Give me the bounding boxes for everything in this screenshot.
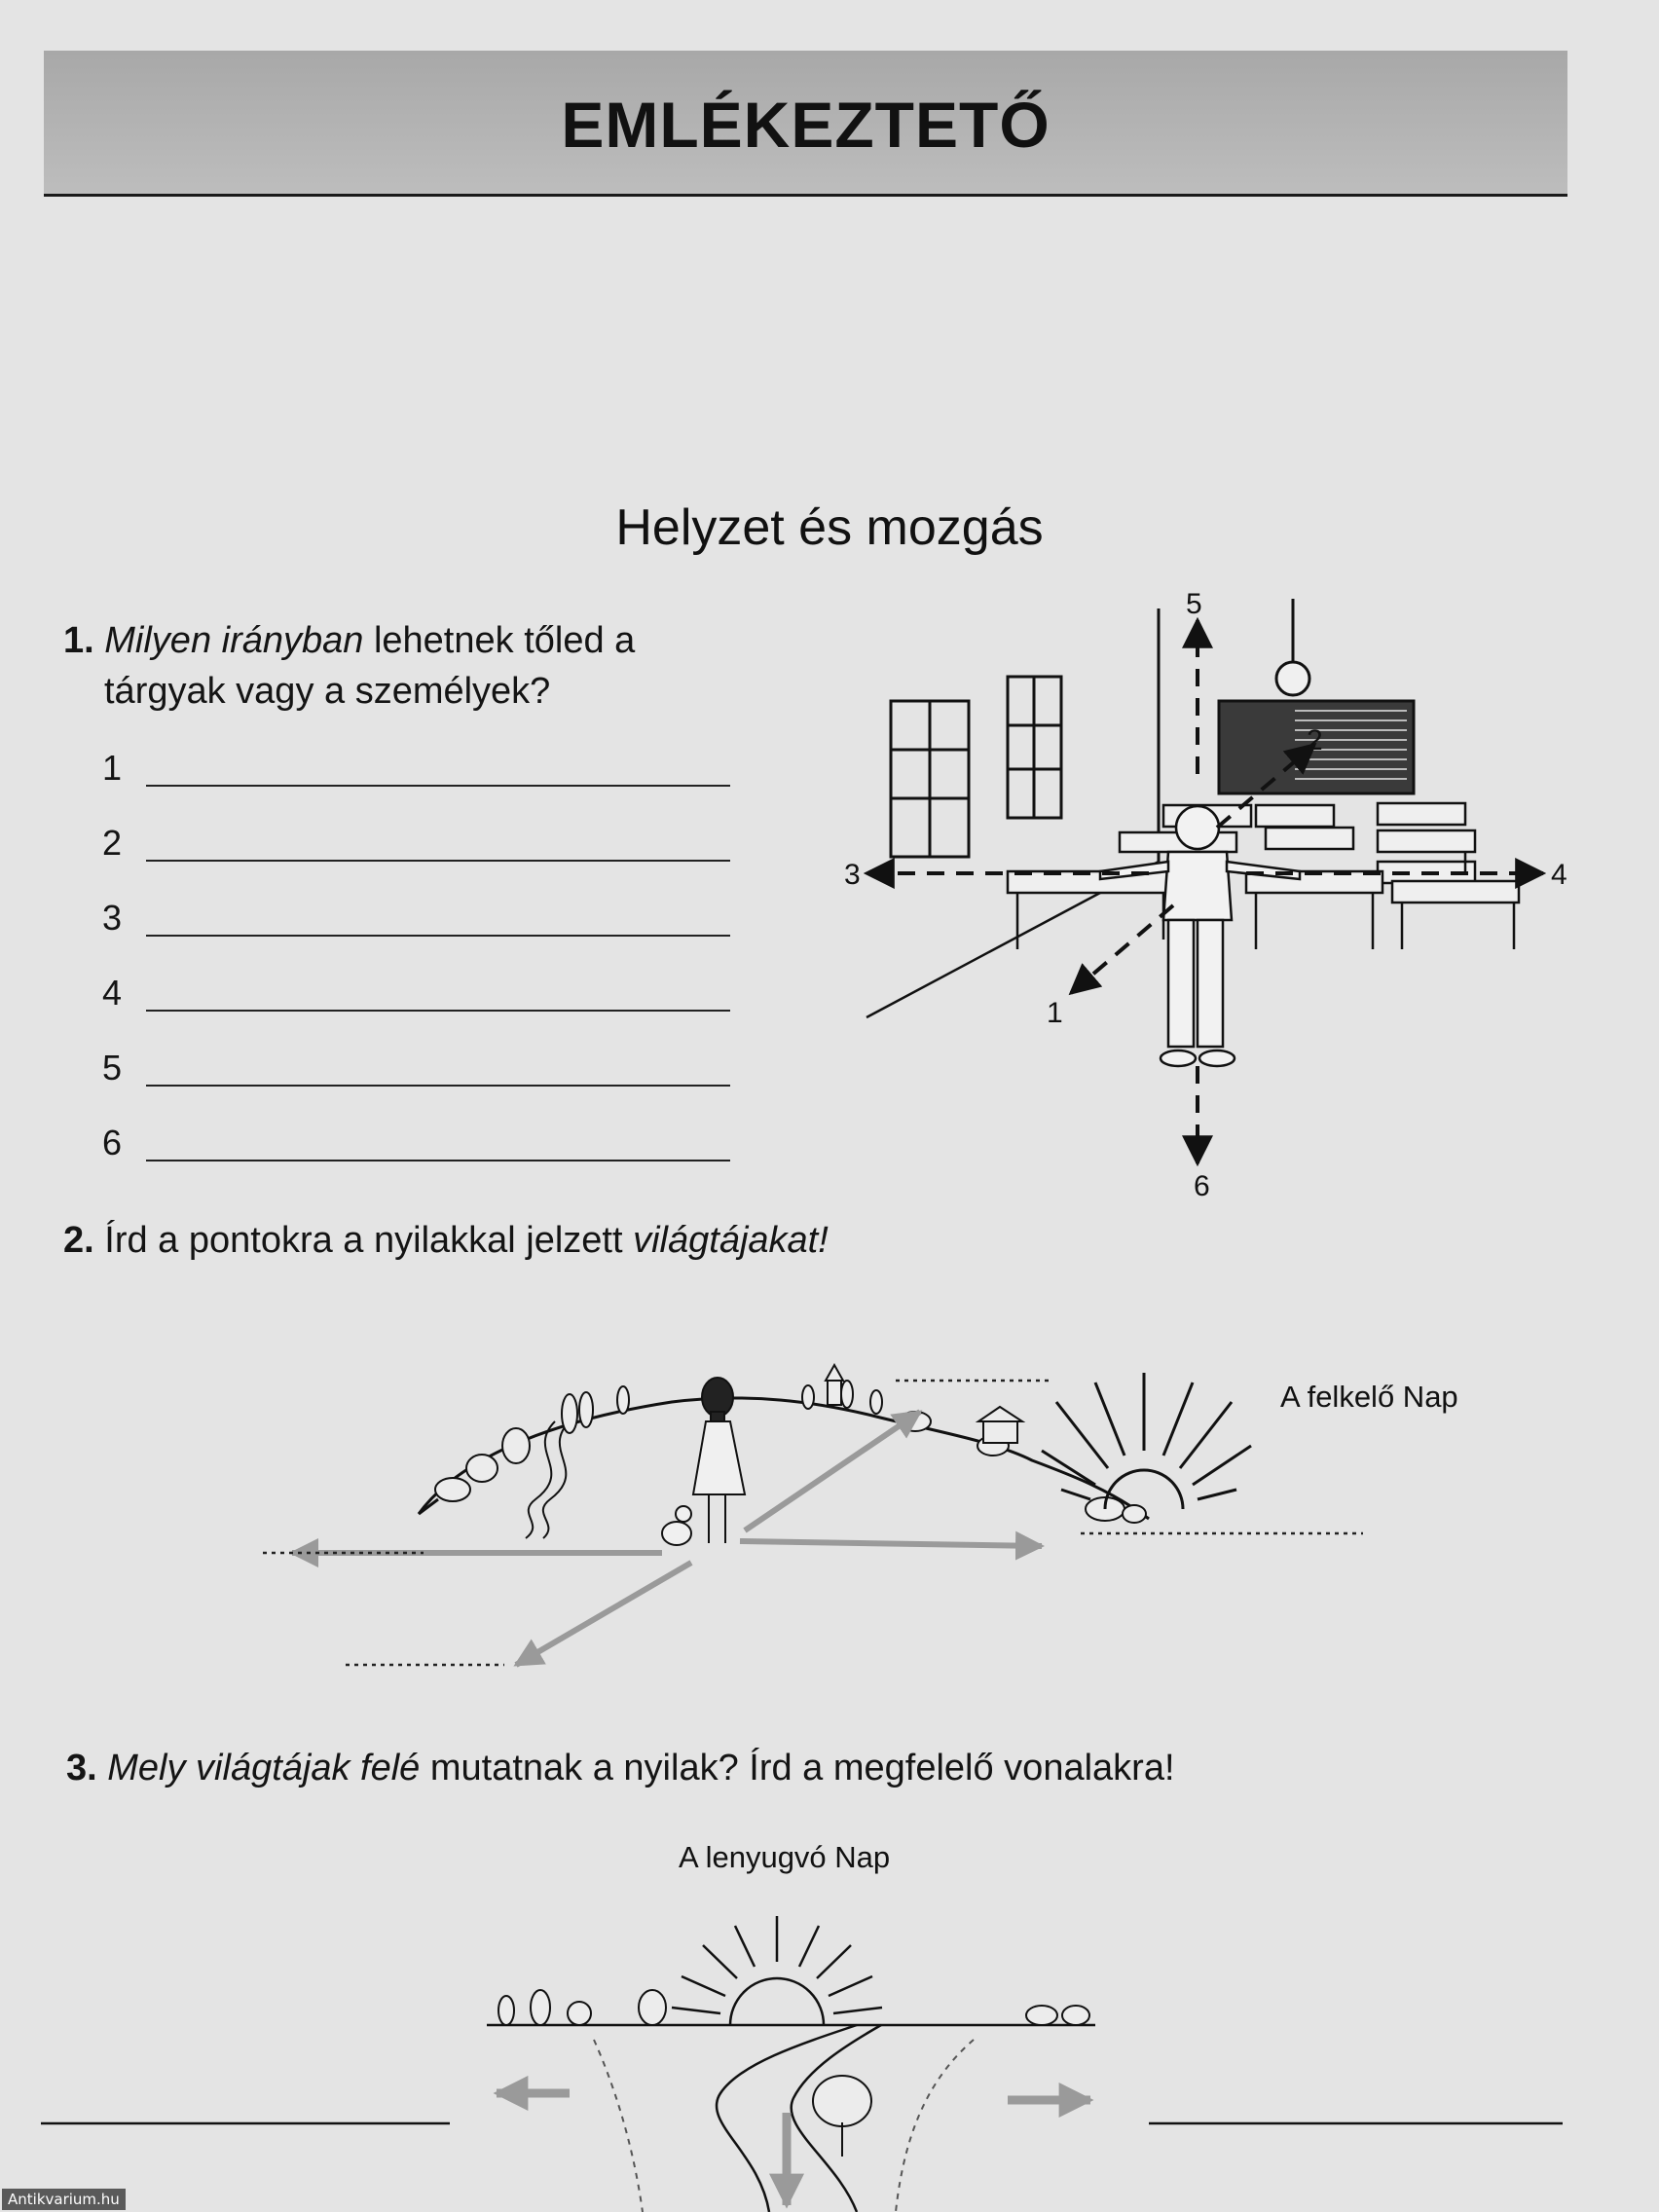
- answer-number: 3: [102, 898, 123, 938]
- task3-number: 3.: [66, 1748, 97, 1788]
- answer-number: 6: [102, 1123, 123, 1162]
- direction-arrow-front: [1071, 905, 1173, 993]
- answer-row[interactable]: [102, 823, 730, 873]
- task1-question-italic: Milyen irányban: [104, 620, 364, 661]
- figure-label: 6: [1194, 1170, 1210, 1202]
- compass-arrow-northeast: [745, 1412, 920, 1530]
- window-right: [1008, 677, 1061, 818]
- task2-text: Írd a pontokra a nyilakkal jelzett: [104, 1220, 634, 1261]
- answer-row[interactable]: [102, 973, 730, 1023]
- answer-number: 4: [102, 973, 123, 1013]
- answer-row[interactable]: [102, 1123, 730, 1173]
- watermark: Antikvarium.hu: [2, 2189, 126, 2210]
- ceiling-lamp: [1276, 599, 1309, 695]
- answer-row[interactable]: [102, 748, 730, 798]
- answer-line[interactable]: [146, 1010, 730, 1012]
- answer-number: 2: [102, 823, 123, 863]
- figure-label: 4: [1551, 859, 1567, 891]
- page-header-title: EMLÉKEZTETŐ: [561, 89, 1051, 161]
- figure-label: 5: [1186, 588, 1202, 620]
- task1-question-rest: lehetnek tőled a: [363, 620, 636, 661]
- task1-number: 1.: [63, 620, 94, 661]
- section-title: Helyzet és mozgás: [615, 499, 1044, 556]
- figure-label: 2: [1307, 724, 1323, 756]
- figure-label: 1: [1047, 997, 1063, 1029]
- hill-landscape-illustration: [234, 1353, 1499, 1694]
- task1-question: [63, 615, 635, 666]
- task3-question: [66, 1743, 1175, 1793]
- classroom-illustration: [837, 579, 1597, 1212]
- girl-figure: [693, 1378, 745, 1543]
- header-band: [44, 51, 1567, 197]
- figure-label: 3: [844, 859, 861, 891]
- compass-arrow-southwest: [516, 1563, 691, 1665]
- answer-line[interactable]: [146, 785, 730, 787]
- window-left: [891, 701, 969, 857]
- setting-sun-label: A lenyugvó Nap: [679, 1840, 891, 1874]
- rising-sun: [1042, 1373, 1251, 1509]
- cat-figure: [662, 1506, 691, 1545]
- answer-number: 1: [102, 748, 123, 788]
- sunset-landscape-illustration: [0, 1830, 1659, 2212]
- task2-question: [63, 1215, 829, 1266]
- answer-number: 5: [102, 1048, 123, 1088]
- compass-arrow-east: [740, 1541, 1042, 1546]
- answer-line[interactable]: [146, 1160, 730, 1161]
- answer-line[interactable]: [146, 1085, 730, 1087]
- answer-line[interactable]: [146, 860, 730, 862]
- task2-number: 2.: [63, 1220, 94, 1261]
- setting-sun: [672, 1916, 882, 2025]
- answer-row[interactable]: [102, 1048, 730, 1098]
- rising-sun-label: A felkelő Nap: [1280, 1380, 1458, 1414]
- task1-question-line2: tárgyak vagy a személyek?: [104, 671, 551, 712]
- answer-row[interactable]: [102, 898, 730, 948]
- answer-line[interactable]: [146, 935, 730, 937]
- task2-text-italic: világtájakat!: [633, 1220, 829, 1261]
- task3-text-rest: mutatnak a nyilak? Írd a megfelelő vonalakra!: [420, 1748, 1175, 1788]
- task3-text-italic: Mely világtájak felé: [107, 1748, 421, 1788]
